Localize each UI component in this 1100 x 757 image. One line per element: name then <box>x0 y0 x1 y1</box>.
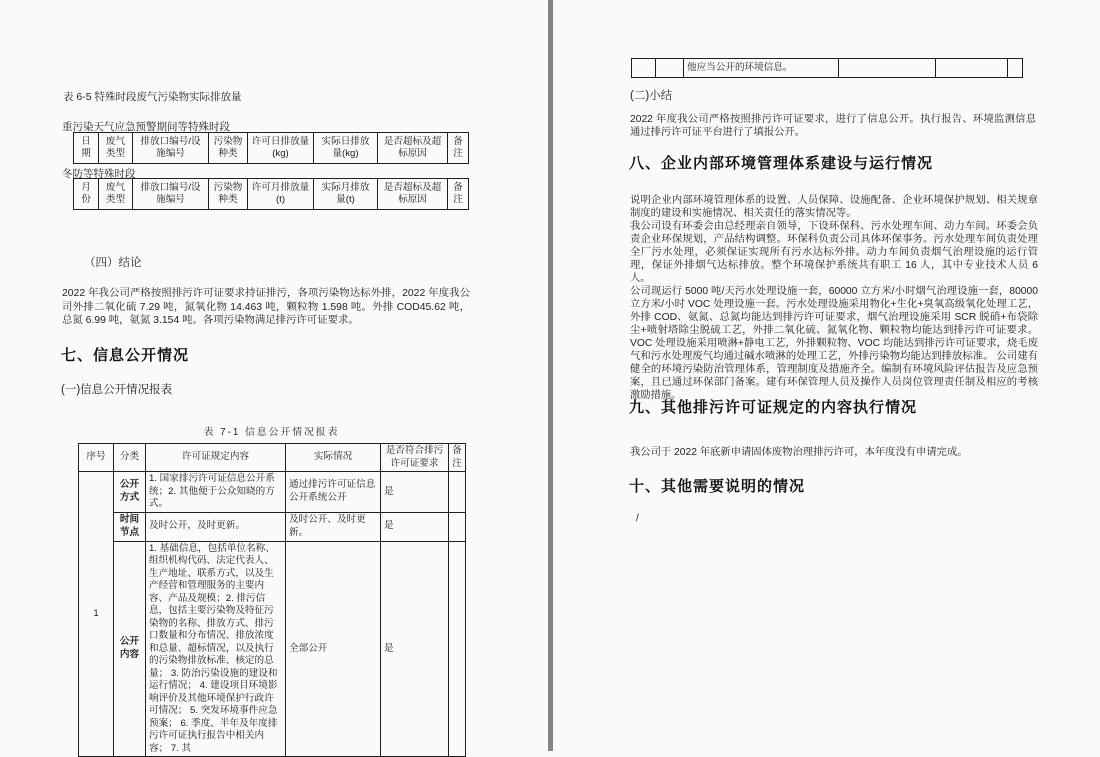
category-cell: 公开方式 <box>114 472 146 513</box>
header-cell: 备注 <box>449 444 466 472</box>
actual-cell: 通过排污许可证信息公开系统公开 <box>286 472 381 513</box>
header-cell: 是否超标及超标原因 <box>378 133 448 164</box>
table-header-row <box>74 179 469 210</box>
header-cell: 废气类型 <box>99 179 133 210</box>
section-10-heading: 十、其他需要说明的情况 <box>629 478 806 495</box>
required-content-cell: 他应当公开的环境信息。 <box>684 59 839 78</box>
compliant-cell: 是 <box>381 512 449 541</box>
header-cell: 许可日排放量(kg) <box>248 133 314 164</box>
header-cell: 污染物种类 <box>209 133 248 164</box>
page-divider <box>548 0 553 751</box>
actual-cell: 及时公开、及时更新。 <box>286 512 381 541</box>
section-8-body <box>630 194 1038 402</box>
page-left <box>0 0 548 754</box>
monthly-emission-table <box>73 178 469 210</box>
info-disclosure-table <box>78 443 466 757</box>
row-index-cell <box>632 59 656 78</box>
summary-paragraph: 2022 年度我公司严格按照排污许可证要求，进行了信息公开。执行报告、环境监测信息通过排污许可证平台进行了填报公开。 <box>630 114 1036 138</box>
section-8-heading: 八、企业内部环境管理体系建设与运行情况 <box>629 155 934 172</box>
section-9-heading: 九、其他排污许可证规定的内容执行情况 <box>629 399 918 416</box>
compliant-cell <box>936 59 1008 78</box>
compliant-cell: 是 <box>381 472 449 513</box>
header-cell: 分类 <box>114 444 146 472</box>
section-7-subheading: (一)信息公开情况报表 <box>61 384 173 396</box>
section-9-paragraph: 我公司于 2022 年底新申请固体废物治理排污许可，本年度没有申请完成。 <box>630 447 968 458</box>
header-cell: 许可月排放量(t) <box>248 179 314 210</box>
table-6-5-title: 表 6-5 特殊时段废气污染物实际排放量 <box>63 91 242 103</box>
remark-cell <box>449 541 466 757</box>
table-header-row <box>74 133 469 164</box>
section-7-heading: 七、信息公开情况 <box>61 347 190 364</box>
paragraph: 说明企业内部环境管理体系的设置、人员保障、设施配备、企业环境保护规划、相关规章制度的建设和实施情况、相关责任的落实情况等。 <box>630 195 1038 219</box>
header-cell: 污染物种类 <box>209 179 248 210</box>
compliant-cell: 是 <box>381 541 449 757</box>
header-cell: 实际月排放量(t) <box>314 179 378 210</box>
remark-cell <box>449 512 466 541</box>
table-continuation-row <box>631 58 1023 78</box>
heavy-pollution-period-label: 重污染天气应急预警期间等特殊时段 <box>62 121 230 133</box>
winter-period-label: 冬防等特殊时段 <box>62 168 136 180</box>
required-content-cell: 及时公开，及时更新。 <box>146 512 286 541</box>
header-cell: 是否符合排污许可证要求 <box>381 444 449 472</box>
header-cell: 废气类型 <box>99 133 133 164</box>
table-row <box>632 59 1023 78</box>
table-header-row <box>79 444 466 472</box>
category-cell <box>656 59 684 78</box>
paragraph: 公司现运行 5000 吨/天污水处理设施一套，60000 立方米/小时烟气治理设施一套，80000 立方米/小时 VOC 处理设施一套。污水处理设施采用物化+生化+臭氧高级氧化处理工艺，外排 COD、氨氮、总氮均能达到排污许可证要求，烟气治理设施采用 SCR 脱硝+布袋除尘+喷射塔除尘脱硫工艺，外排二氧化硫、氮氧化物、颗粒物均能达到排污许可证要求。VOC 处理设施采用喷淋+静电工艺，外排颗粒物、VOC 均能达到排污许可证要求，烧毛废气和污水处理废气均通过碱水喷淋的处理工艺，外排污染物均能达到排放标准。 公司建有健全的环境污染防治管理体系，管理制度及措施齐全。编制有环境风险评估报告及应急预案，且已通过环保部门备案。建有环保管理人员及操作人员岗位管理责任制及相应的考核激励措施。 <box>630 286 1038 401</box>
conclusion-heading: （四）结论 <box>84 257 142 269</box>
summary-heading: (二)小结 <box>630 90 673 102</box>
table-row <box>79 541 466 757</box>
header-cell: 许可证规定内容 <box>146 444 286 472</box>
table-row <box>79 472 466 513</box>
remark-cell <box>449 472 466 513</box>
header-cell: 序号 <box>79 444 114 472</box>
table-7-1-caption: 表 7-1 信息公开情况报表 <box>203 427 340 438</box>
header-cell: 实际日排放量(kg) <box>314 133 378 164</box>
daily-emission-table <box>73 132 469 164</box>
placeholder-slash: / <box>636 513 639 524</box>
remark-cell <box>1008 59 1023 78</box>
header-cell: 月份 <box>74 179 99 210</box>
table-row <box>79 512 466 541</box>
header-cell: 备注 <box>448 179 469 210</box>
paragraph: 我公司设有环委会由总经理亲自领导，下设环保科、污水处理车间、动力车间。环委会负责企业环保规划，产品结构调整。环保科负责公司具体环保事务。污水处理车间负责处理全厂污水处理，必须保证实现所有污水达标外排。动力车间负责烟气治理设施的运行管理，保证外排烟气达标排放。整个环境保护系统共有职工 16 人，其中专业技术人员 6 人。 <box>630 221 1038 284</box>
header-cell: 实际情况 <box>286 444 381 472</box>
page-right <box>554 0 1100 751</box>
header-cell: 备注 <box>448 133 469 164</box>
required-content-cell: 1. 国家排污许可证信息公开系统；2. 其他便于公众知晓的方式。 <box>146 472 286 513</box>
row-index-cell: 1 <box>79 472 114 757</box>
category-cell: 时间节点 <box>114 512 146 541</box>
header-cell: 排放口编号/设施编号 <box>133 133 209 164</box>
category-cell: 公开内容 <box>114 541 146 757</box>
header-cell: 是否超标及超标原因 <box>378 179 448 210</box>
conclusion-paragraph: 2022 年我公司严格按照排污许可证要求持证排污，各项污染物达标外排，2022 年度我公司外排二氧化硫 7.29 吨，氮氧化物 14.463 吨，颗粒物 1.598 吨。外排 COD45.62 吨，总氮 6.99 吨，氨氮 3.154 吨。各项污染物满足排污许可证要求。 <box>62 288 470 326</box>
actual-cell <box>839 59 936 78</box>
actual-cell: 全部公开 <box>286 541 381 757</box>
header-cell: 排放口编号/设施编号 <box>133 179 209 210</box>
header-cell: 日期 <box>74 133 99 164</box>
required-content-cell: 1. 基础信息，包括单位名称、组织机构代码、法定代表人、生产地址、联系方式，以及生产经营和管理服务的主要内容、产品及规模；2. 排污信息，包括主要污染物及特征污染物的名称、排放方式、排污口数量和分布情况、排放浓度和总量、超标情况，以及执行的污染物排放标准、核定的总量； 3. 防治污染设施的建设和运行情况； 4. 建设项目环境影响评价及其他环境保护行政许可情况； 5. 突发环境事件应急预案； 6. 季度、半年及年度排污许可证执行报告中相关内容； 7. 其 <box>146 541 286 757</box>
